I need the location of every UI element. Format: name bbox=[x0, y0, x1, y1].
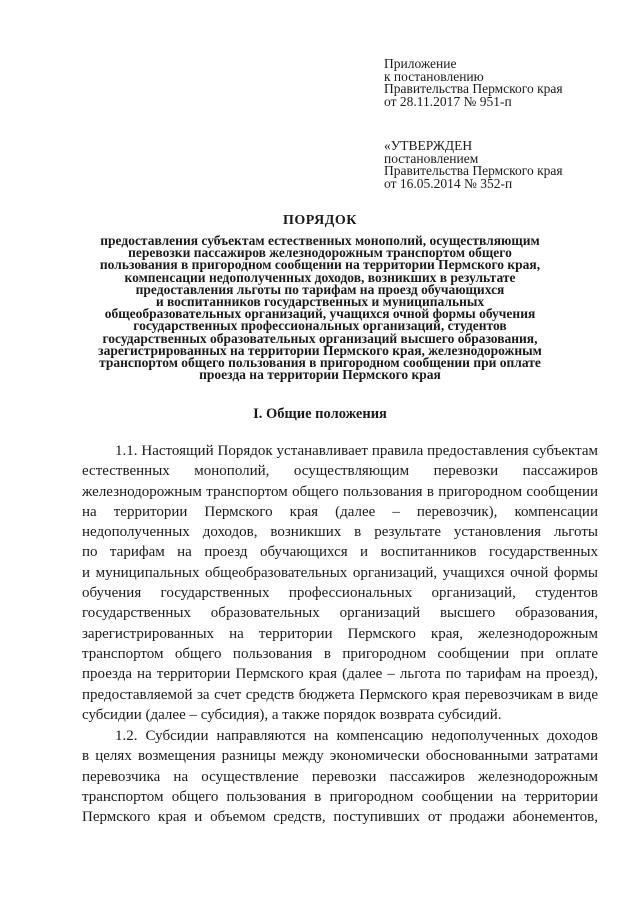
paragraph-line: 1.2. Субсидии направляются на компенсацию недополученных доходов bbox=[115, 728, 598, 744]
approval-line: «УТВЕРЖДЕН bbox=[384, 138, 473, 153]
paragraph-line: обучения государственных профессиональных организаций, студентов bbox=[82, 585, 598, 602]
paragraph-line: в целях возмещения разницы между экономически обоснованными затратами bbox=[82, 748, 598, 765]
approval-line: Правительства Пермского края bbox=[384, 163, 563, 178]
paragraph-line: по тарифам на проезд обучающихся и воспитанников государственных bbox=[82, 544, 598, 561]
subtitle-line: транспортом общего пользования в пригородном сообщении при оплате bbox=[99, 355, 541, 371]
paragraph-line: естественных монополий, осуществляющим перевозки пассажиров bbox=[82, 463, 598, 480]
document-title: ПОРЯДОК bbox=[283, 213, 357, 228]
approval-line: от 16.05.2014 № 352-п bbox=[384, 175, 513, 191]
attachment-line: от 28.11.2017 № 951-п bbox=[384, 93, 512, 109]
approval-line: постановлением bbox=[384, 150, 479, 166]
subtitle-line: проезда на территории Пермского края bbox=[199, 367, 441, 383]
paragraph-line: зарегистрированных на территории Пермского края, железнодорожным bbox=[82, 625, 598, 642]
paragraph-line: Пермского края и объемом средств, поступивших от продажи абонементов, bbox=[82, 809, 598, 826]
paragraph-1-1 bbox=[82, 441, 598, 725]
subtitle-line: общеобразовательных организаций, учащихся очной формы обучения bbox=[104, 306, 536, 322]
attachment-line: Приложение bbox=[384, 56, 457, 71]
subtitle-line: зарегистрированных на территории Пермского края, железнодорожным bbox=[98, 342, 542, 358]
paragraph-line: железнодорожным транспортом общего пользования в пригородном сообщении bbox=[82, 483, 598, 500]
subtitle-line: перевозки пассажиров железнодорожным транспортом общего bbox=[128, 245, 512, 261]
attachment-note bbox=[384, 58, 624, 108]
subtitle-line: предоставления субъектам естественных монополий, осуществляющим bbox=[100, 233, 540, 248]
paragraph-line: транспортом общего пользования в пригородном сообщении при оплате bbox=[82, 645, 598, 662]
paragraph-line: на территории Пермского края (далее – перевозчик), компенсации bbox=[82, 503, 598, 520]
subtitle-line: и воспитанников государственных и муниципальных bbox=[155, 294, 485, 310]
subtitle-line: компенсации недополученных доходов, возникших в результате bbox=[124, 269, 516, 285]
paragraph-line: предоставляемой за счет средств бюджета Пермского края перевозчикам в виде bbox=[82, 686, 598, 703]
section-heading: I. Общие положения bbox=[253, 406, 387, 422]
attachment-line: к постановлению bbox=[384, 68, 484, 84]
paragraph-line: субсидии (далее – субсидия), а также порядок возврата субсидий. bbox=[82, 706, 502, 723]
paragraph-line: 1.1. Настоящий Порядок устанавливает правила предоставления субъектам bbox=[115, 443, 598, 459]
paragraph-1-2 bbox=[82, 726, 598, 827]
document-subtitle bbox=[60, 235, 580, 381]
paragraph-line: недополученных доходов, возникших в результате установления льготы bbox=[82, 524, 598, 541]
attachment-line: Правительства Пермского края bbox=[384, 81, 563, 96]
subtitle-line: пользования в пригородном сообщении на территории Пермского края, bbox=[99, 257, 541, 273]
paragraph-line: перевозчика на осуществление перевозки пассажиров железнодорожным bbox=[82, 768, 598, 785]
paragraph-line: проезда на территории Пермского края (далее – льгота по тарифам на проезд), bbox=[82, 666, 598, 683]
paragraph-line: и муниципальных общеобразовательных организаций, учащихся очной формы bbox=[82, 564, 598, 581]
subtitle-line: государственных образовательных организаций высшего образования, bbox=[102, 330, 538, 346]
subtitle-line: государственных профессиональных организаций, студентов bbox=[133, 318, 507, 334]
paragraph-line: государственных образовательных организаций высшего образования, bbox=[82, 605, 598, 622]
subtitle-line: предоставления льготы по тарифам на проезд обучающихся bbox=[135, 281, 505, 297]
paragraph-line: транспортом общего пользования в пригородном сообщении на территории bbox=[82, 788, 598, 805]
approval-note bbox=[384, 140, 624, 190]
